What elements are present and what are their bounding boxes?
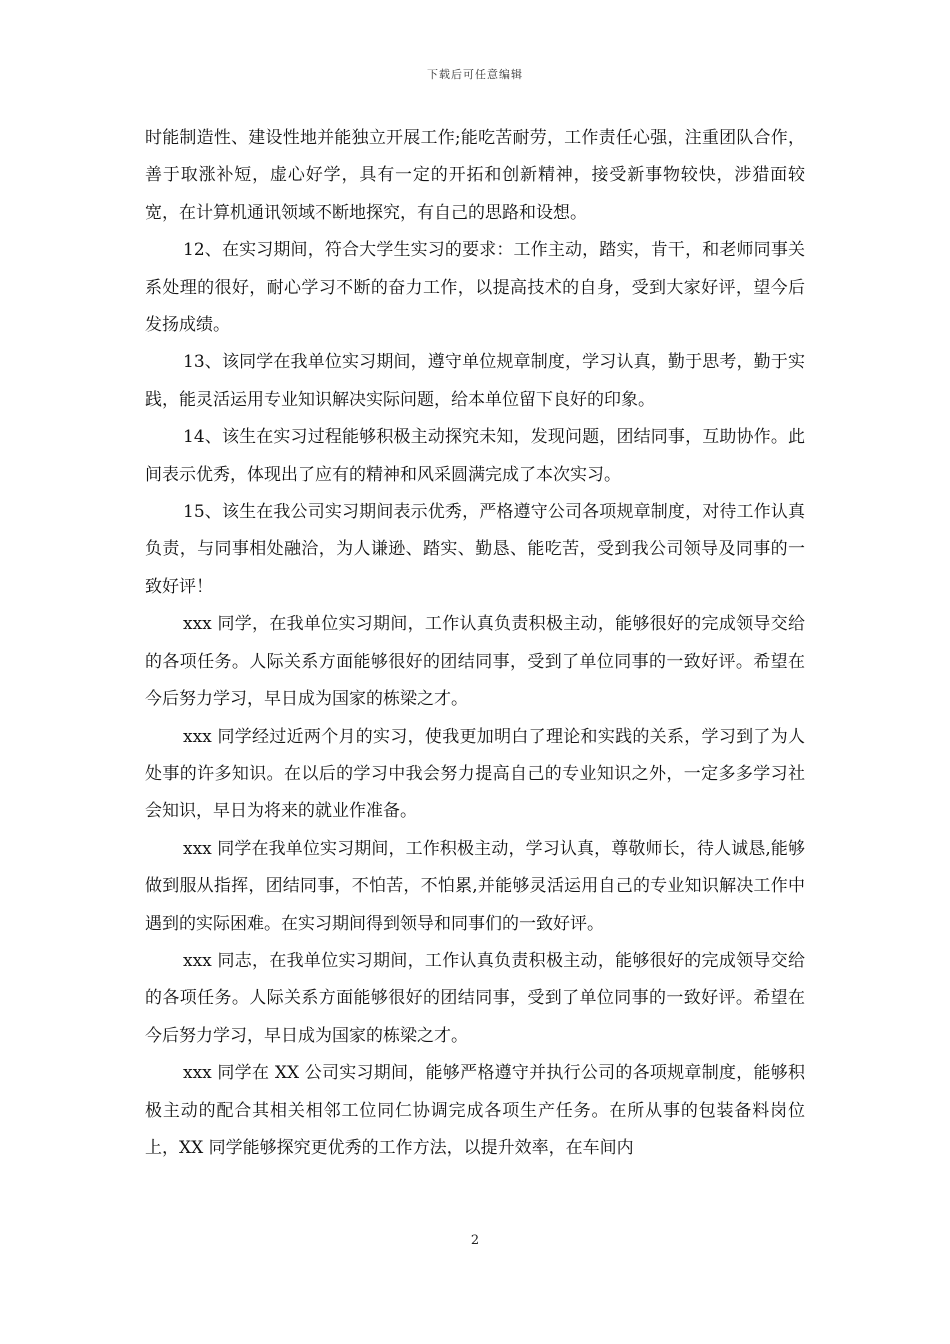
page-number: 2 bbox=[470, 1233, 480, 1248]
paragraph-2: 12、在实习期间，符合大学生实习的要求：工作主动，踏实，肯干，和老师同事关系处理的很好，耐心学习不断的奋力工作，以提高技术的自身，受到大家好评，望今后发扬成绩。 bbox=[145, 240, 805, 336]
paragraph-7: xxx 同学经过近两个月的实习，使我更加明白了理论和实践的关系，学习到了为人处事的许多知识。在以后的学习中我会努力提高自己的专业知识之外，一定多多学习社会知识，早日为将来的就业作准备。 bbox=[145, 726, 805, 822]
paragraph-4: 14、该生在实习过程能够积极主动探究未知，发现问题，团结同事，互助协作。此间表示优秀，体现出了应有的精神和风采圆满完成了本次实习。 bbox=[145, 427, 805, 485]
page-header: 下载后可任意编辑 bbox=[427, 68, 523, 81]
paragraph-8: xxx 同学在我单位实习期间，工作积极主动，学习认真，尊敬师长，待人诚恳,能够做到服从指挥，团结同事，不怕苦，不怕累,并能够灵活运用自己的专业知识解决工作中遇到的实际困难。在实习期间得到领导和同事们的一致好评。 bbox=[145, 838, 805, 934]
paragraph-9: xxx 同志，在我单位实习期间，工作认真负责积极主动，能够很好的完成领导交给的各项任务。人际关系方面能够很好的团结同事，受到了单位同事的一致好评。希望在今后努力学习，早日成为国家的栋梁之才。 bbox=[145, 950, 805, 1046]
paragraph-6: xxx 同学，在我单位实习期间，工作认真负责积极主动，能够很好的完成领导交给的各项任务。人际关系方面能够很好的团结同事，受到了单位同事的一致好评。希望在今后努力学习，早日成为国家的栋梁之才。 bbox=[145, 614, 805, 710]
paragraph-5: 15、该生在我公司实习期间表示优秀，严格遵守公司各项规章制度，对待工作认真负责，与同事相处融洽，为人谦逊、踏实、勤恳、能吃苦，受到我公司领导及同事的一致好评！ bbox=[145, 502, 805, 597]
paragraph-10: xxx 同学在 XX 公司实习期间，能够严格遵守并执行公司的各项规章制度，能够积极主动的配合其相关相邻工位同仁协调完成各项生产任务。在所从事的包装备料岗位上，XX 同学能够探究更优秀的工作方法，以提升效率，在车间内 bbox=[145, 1063, 805, 1158]
paragraph-1: 时能制造性、建设性地并能独立开展工作;能吃苦耐劳，工作责任心强，注重团队合作，善于取涨补短，虚心好学，具有一定的开拓和创新精神，接受新事物较快，涉猎面较宽，在计算机通讯领域不断地探究，有自己的思路和设想。 bbox=[145, 128, 805, 223]
paragraph-3: 13、该同学在我单位实习期间，遵守单位规章制度，学习认真，勤于思考，勤于实践，能灵活运用专业知识解决实际问题，给本单位留下良好的印象。 bbox=[145, 352, 805, 410]
document-body bbox=[145, 120, 805, 1167]
